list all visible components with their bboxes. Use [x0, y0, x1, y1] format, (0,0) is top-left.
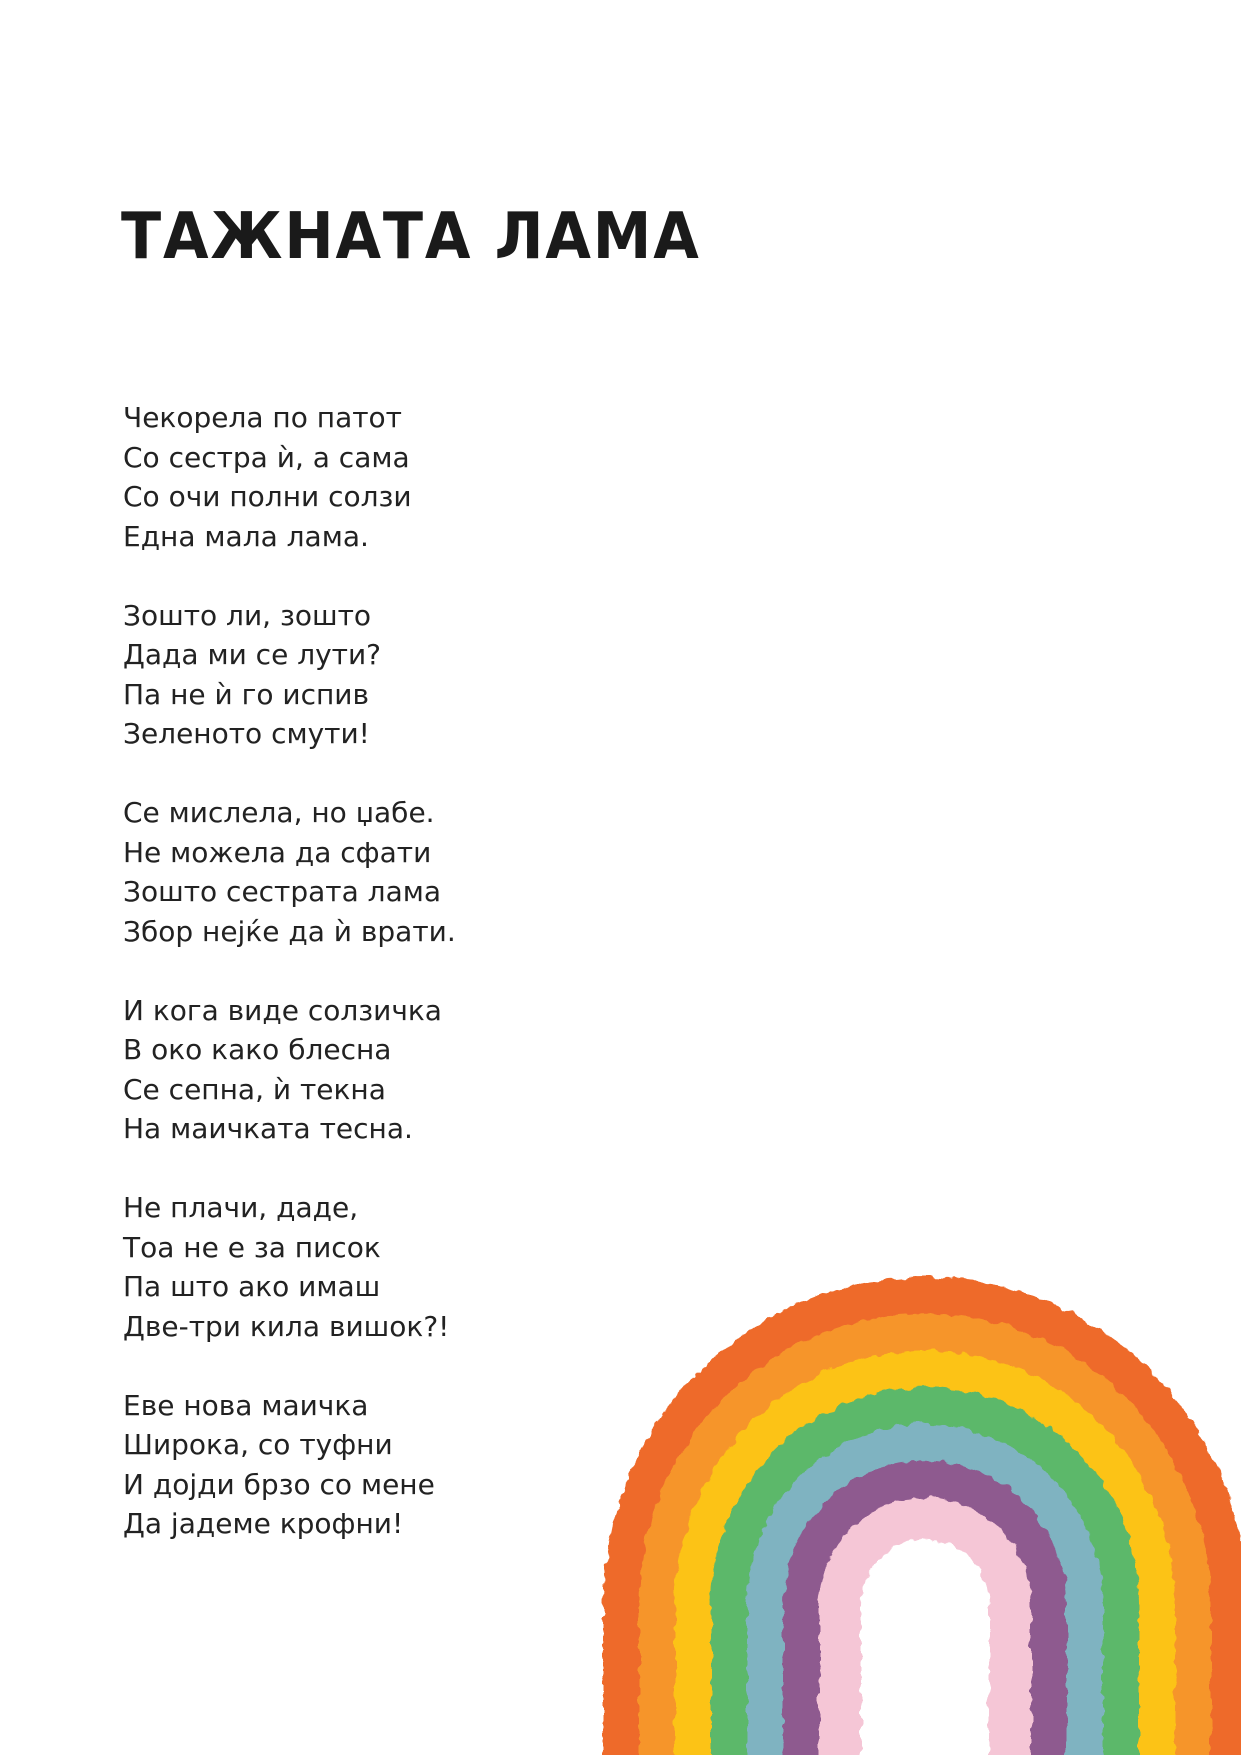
poem-line: Зеленото смути! [123, 717, 370, 750]
poem-line: Се мислела, но џабе. [123, 796, 435, 829]
poem-line: Тоа не е за писок [123, 1230, 381, 1264]
stanza [123, 991, 683, 1149]
poem-line: Зошто ли, зошто [123, 598, 372, 632]
rainbow-band-pink [840, 1518, 1010, 1755]
poem-line: Па не ѝ го испив [123, 677, 369, 711]
poem-line: Широка, со туфни [123, 1428, 393, 1461]
poem-line: И кога виде солзичка [123, 993, 442, 1027]
poem-line: На маичката тесна. [123, 1112, 413, 1145]
poem-line: Со очи полни солзи [123, 480, 412, 513]
poem-line: Да јадеме крофни! [123, 1507, 404, 1540]
poem-line: Со сестра ѝ, а сама [123, 440, 410, 474]
poem-line: Не можела да сфати [123, 835, 432, 869]
poem-line: В око како блесна [123, 1033, 392, 1066]
poem-line: И дојди брзо со мене [123, 1467, 435, 1501]
poem-line: Дада ми се лути? [123, 638, 382, 671]
stanza [123, 596, 683, 754]
poem-line: Две-три кила вишок?! [123, 1309, 450, 1343]
poem-line: Па што ако имаш [123, 1270, 381, 1303]
poem-line: Една мала лама. [123, 519, 369, 553]
stanza [123, 793, 683, 951]
poem-line: Се сепна, ѝ текна [123, 1072, 386, 1106]
poem-line: Зошто сестрата лама [123, 875, 442, 908]
poem-line: Еве нова маичка [123, 1388, 369, 1422]
page-title: ТАЖНАТА ЛАМА [121, 200, 701, 274]
poem-line: Збор нејќе да ѝ врати. [123, 914, 456, 948]
poem-line: Не плачи, даде, [123, 1191, 359, 1224]
rainbow-illustration [560, 1240, 1241, 1755]
stanza [123, 398, 683, 556]
poem-line: Чекорела по патот [123, 401, 402, 434]
